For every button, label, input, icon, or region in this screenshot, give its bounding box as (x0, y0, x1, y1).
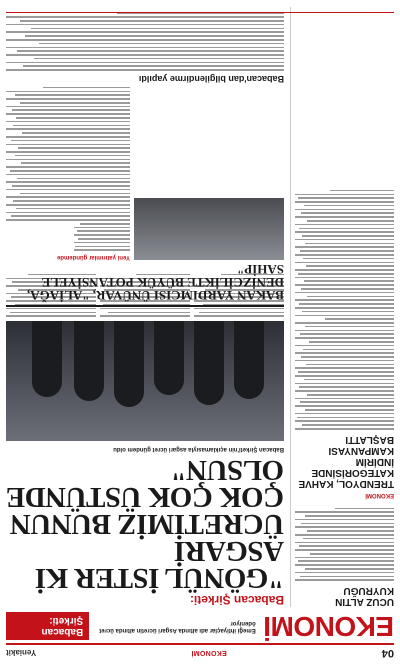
left-headline: UCUZ ALTIN KUYRUĞU (335, 585, 394, 607)
left-article-text (295, 190, 394, 430)
secondary-headline: BAKAN YARDIMCISI ÜNÜVAR, "ALİAĞA, DENİZCİLİKTE BÜYÜK POTANSİYELE SAHİP" (26, 262, 284, 303)
left-column (290, 7, 394, 607)
bottom-title: Babacan'dan bilgilendirme yapıldı (138, 73, 284, 84)
main-kicker: Babacan Şirketi: (189, 593, 284, 607)
main-column (6, 7, 284, 607)
left-text-block (295, 508, 394, 581)
secondary-article (6, 13, 284, 308)
top-bar (6, 645, 394, 661)
secondary-photo (134, 198, 284, 260)
secondary-text (6, 87, 130, 251)
main-subhead: Babacan Şirketi'nin açıklamasıyla asgari ücret gündem oldu (113, 446, 284, 452)
section-header (6, 609, 394, 645)
secondary-red-line: Yeni yatırımlar gündemde (56, 254, 130, 260)
header-kicker-box: Babacan Şirketi: (6, 612, 89, 640)
bottom-text (6, 13, 284, 71)
page-number: 04 (381, 647, 394, 659)
main-headline: "GÖNÜL İSTER Kİ ASGARİ ÜCRETİMİZ BUNUN ÇOK ÇOK ÜSTÜNDE OLSUN" (6, 454, 284, 594)
main-photo (6, 321, 284, 441)
footer-strip (6, 3, 394, 13)
left-article-tag: EKONOMİ (365, 491, 394, 498)
section-label: EKONOMİ (191, 649, 227, 657)
header-tagline: Emeği ihtiyaçlar adı altında Asgari ücretin altında ücret ödeniyor (99, 620, 256, 633)
section-title: EKONOMİ (263, 611, 394, 642)
left-article-title: TRENDYOL, KAHVE KATEGORİSİNDE İNDİRİM KAMPANYASI BAŞLATTI (298, 433, 394, 489)
newspaper-name: Yeniakit (6, 648, 37, 658)
